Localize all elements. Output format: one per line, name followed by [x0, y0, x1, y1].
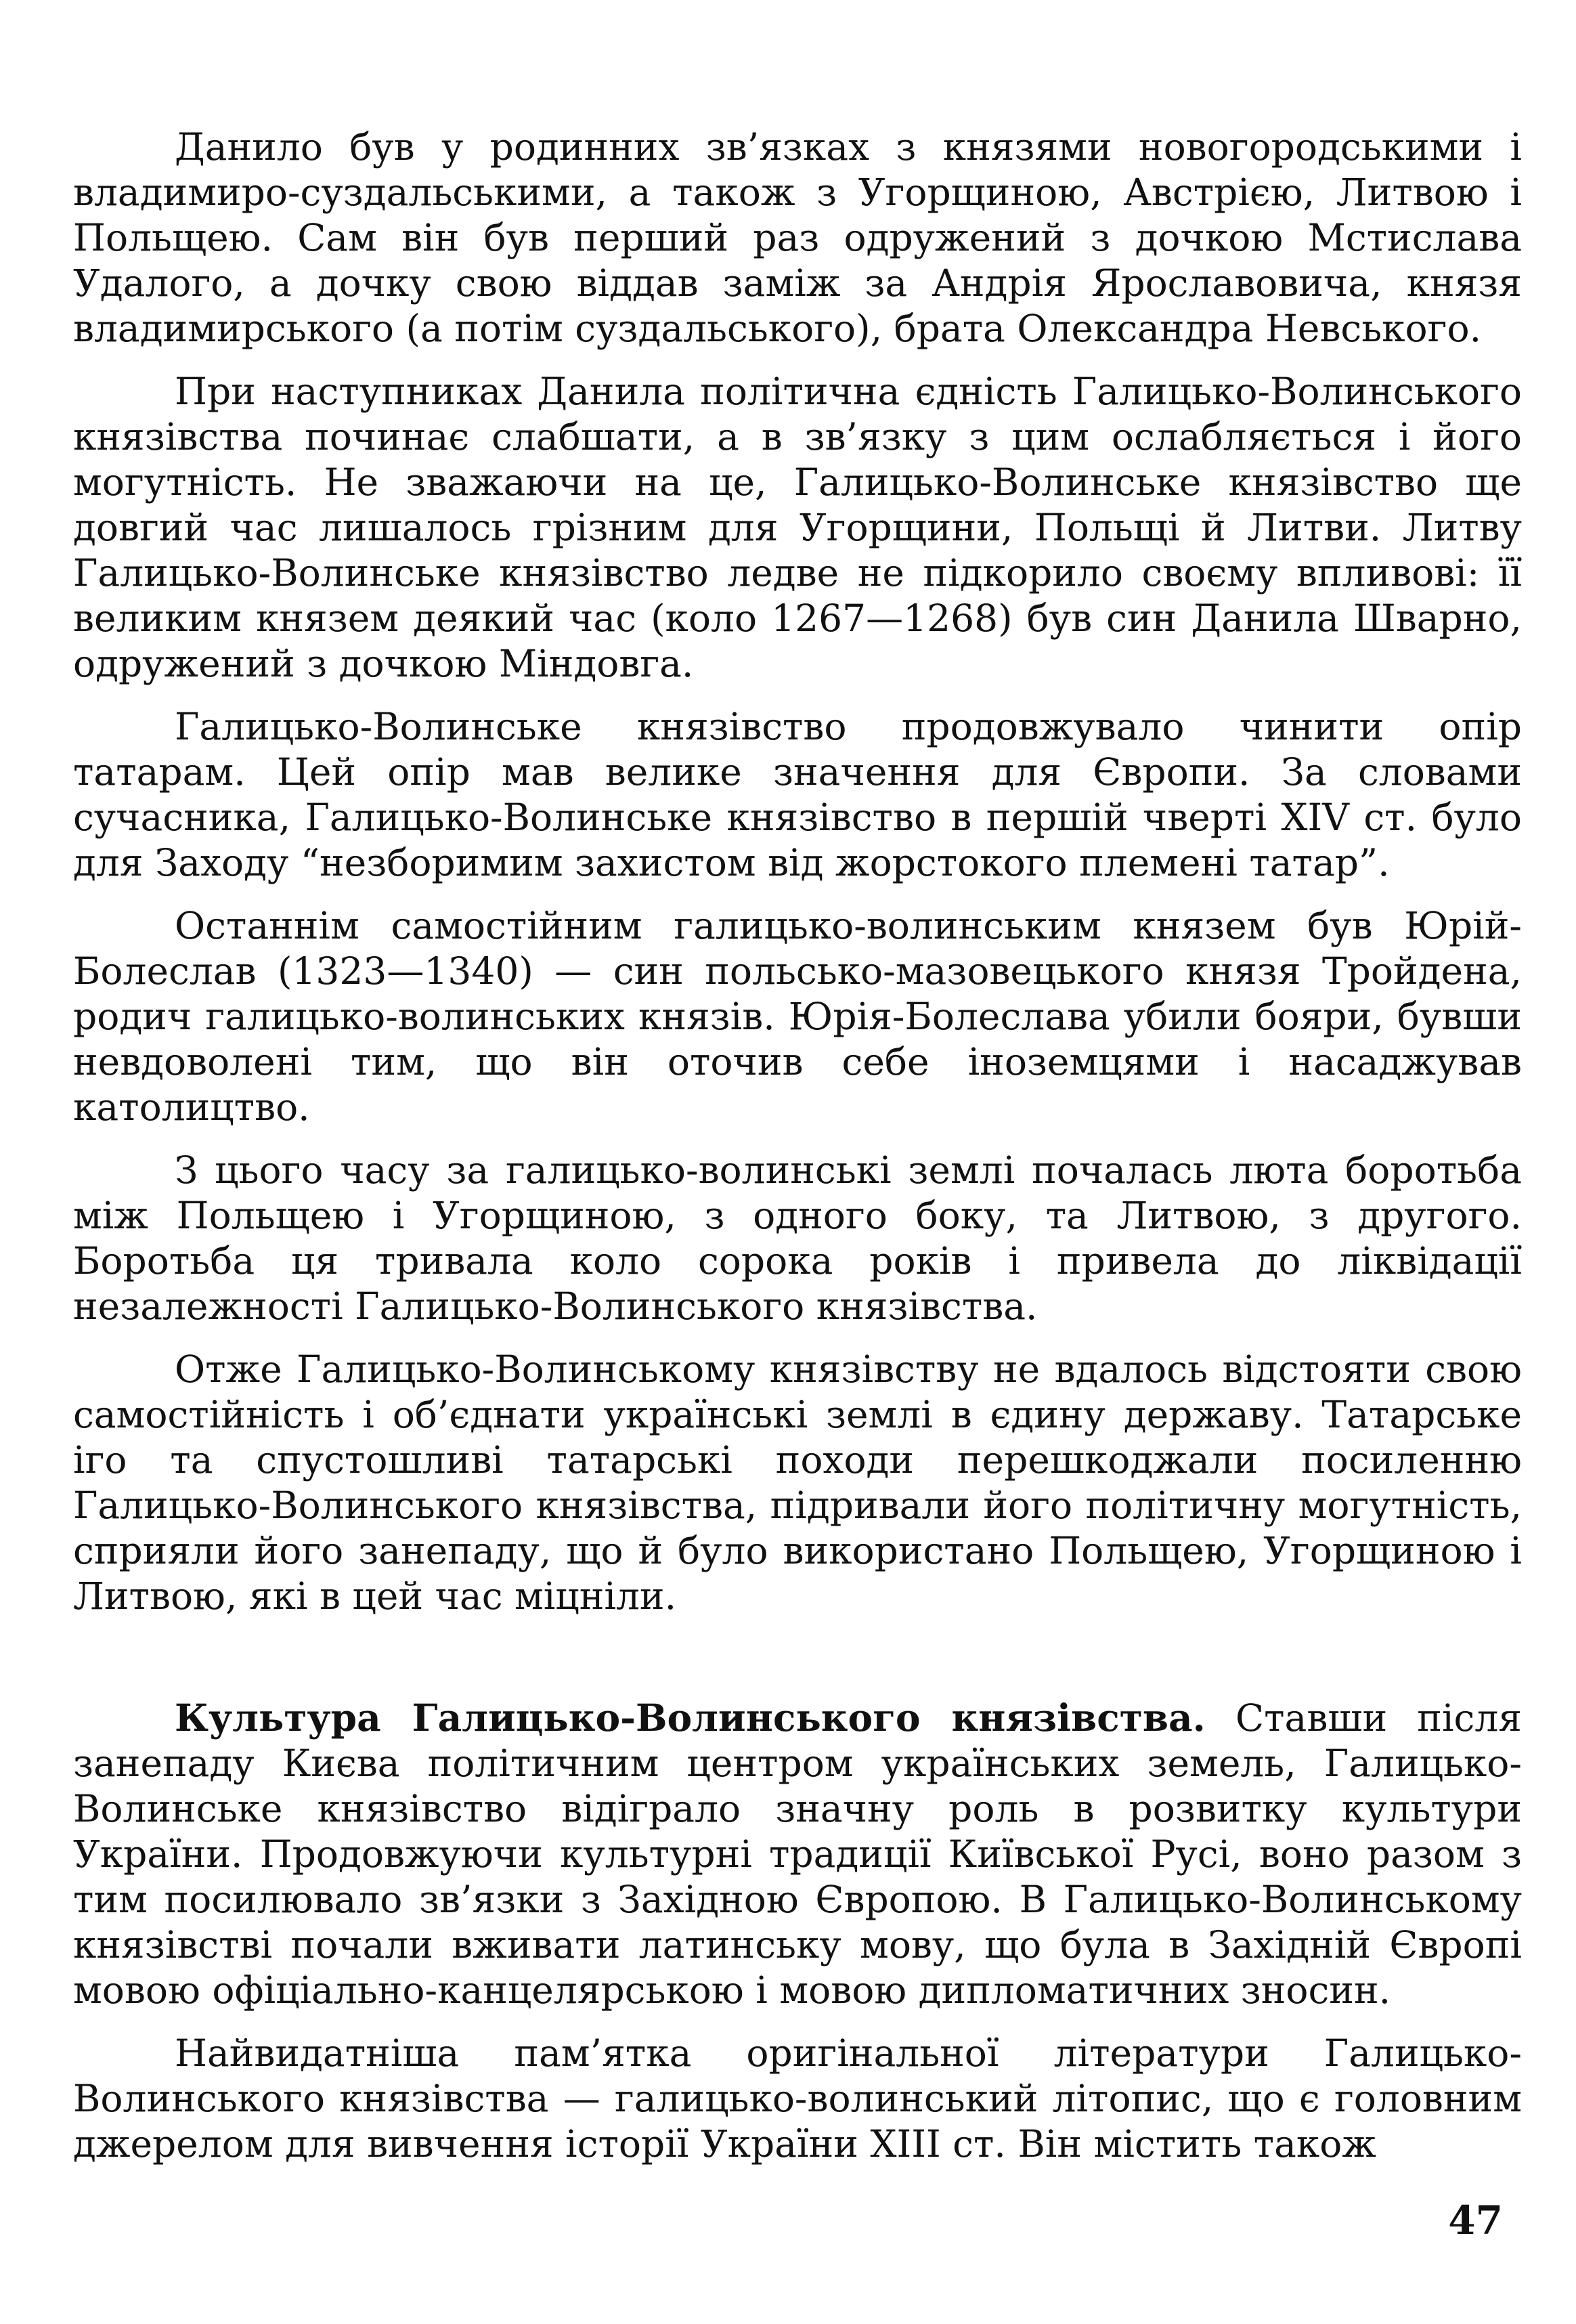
paragraph-chronicle: Найвидатніша пам’ятка оригінальної літератури Галицько-Волинського князівства — галицько-волинський літопис, що є головним джерелом для вивчення історії України XIII ст. Він містить також	[73, 2031, 1522, 2166]
paragraph-successors: При наступниках Данила політична єдність Галицько-Волинського князівства починає слабшати, а в зв’язку з цим ослабляється і його могутність. Не зважаючи на це, Галицько-Волинське князівство ще довгий час лишалось грізним для Угорщини, Польщі й Литви. Литву Галицько-Волинське князівство ледве не підкорило своєму впливові: її великим князем деякий час (коло 1267—1268) був син Данила Шварно, одружений з дочкою Міндовга.	[73, 370, 1522, 685]
paragraph-yuri-boleslav: Останнім самостійним галицько-волинським князем був Юрій-Болеслав (1323—1340) — син польсько-мазовецького князя Тройдена, родич галицько-волинських князів. Юрія-Болеслава убили бояри, бувши невдоволені тим, що він оточив себе іноземцями і насаджував католицтво.	[73, 904, 1522, 1129]
paragraph-culture	[73, 1695, 1522, 2013]
book-page	[73, 125, 1522, 2224]
paragraph-danylo-relations: Данило був у родинних зв’язках з князями новогородськими і владимиро-суздальськими, а також з Угорщиною, Австрією, Литвою і Польщею. Сам він був перший раз одружений з дочкою Мстислава Удалого, а дочку свою віддав заміж за Андрія Ярославовича, князя владимирського (а потім суздальського), брата Олександра Невського.	[73, 125, 1522, 350]
section-lead-text: Ставши після занепаду Києва політичним центром українських земель, Галицько-Волинське князівство відіграло значну роль в розвитку культури України. Продовжуючи культурні традиції Київської Русі, воно разом з тим посилювало зв’язки з Західною Європою. В Галицько-Волинському князівстві почали вживати латинську мову, що була в Західній Європі мовою офіціально-канцелярською і мовою дипломатичних зносин.	[73, 1696, 1522, 2012]
paragraph-struggle: З цього часу за галицько-волинські землі почалась люта боротьба між Польщею і Угорщиною, з одного боку, та Литвою, з другого. Боротьба ця тривала коло сорока років і привела до ліквідації незалежності Галицько-Волинського князівства.	[73, 1148, 1522, 1328]
paragraph-conclusion: Отже Галицько-Волинському князівству не вдалось відстояти свою самостійність і об’єднати українські землі в єдину державу. Татарське іго та спустошливі татарські походи перешкоджали посиленню Галицько-Волинського князівства, підривали його політичну могутність, сприяли його занепаду, що й було використано Польщею, Угорщиною і Литвою, які в цей час міцніли.	[73, 1348, 1522, 1618]
page-number: 47	[1448, 2197, 1503, 2243]
section-gap	[73, 1637, 1522, 1695]
paragraph-resistance-tatars: Галицько-Волинське князівство продовжувало чинити опір татарам. Цей опір мав велике значення для Європи. За словами сучасника, Галицько-Волинське князівство в першій чверті XIV ст. було для Заходу “незборимим захистом від жорстокого племені татар”.	[73, 705, 1522, 884]
section-heading: Культура Галицько-Волинського князівства.	[175, 1696, 1206, 1740]
